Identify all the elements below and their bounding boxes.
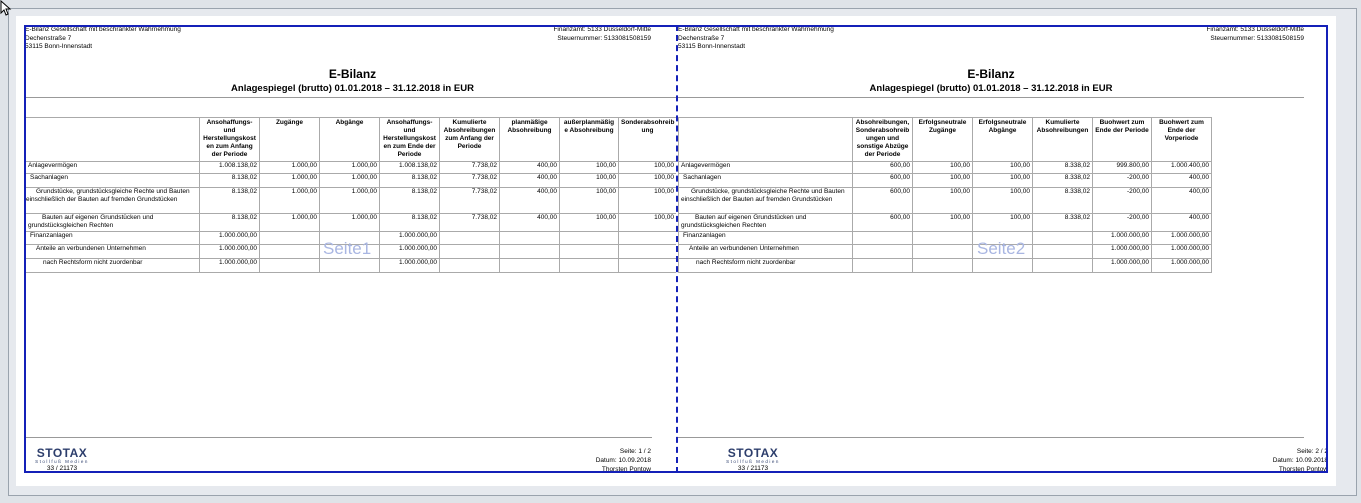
row-label: Grundstücke, grundstücksgleiche Rechte und Bauten einschließlich der Bauten auf fremden Grundstücken <box>26 188 200 214</box>
table-row <box>679 162 1212 174</box>
row-label: Sachanlagen <box>26 174 200 188</box>
column-header: planmäßige Absohreibung <box>500 118 560 162</box>
column-header: Ansohaffungs- und Herstellungskost en zum Ende der Periode <box>380 118 440 162</box>
asset-table-page-2 <box>678 117 1212 273</box>
table-cell <box>1033 232 1093 245</box>
table-row <box>679 214 1212 232</box>
table-cell: 400,00 <box>500 162 560 174</box>
table-cell: 8.338,02 <box>1033 174 1093 188</box>
company-street: Dechenstraße 7 <box>678 34 725 42</box>
table-row <box>679 245 1212 259</box>
tax-office: Finanzamt: 5133 Düsseldorf-Mitte <box>553 26 651 33</box>
table-cell: 1.000,00 <box>260 174 320 188</box>
table-cell <box>560 259 619 273</box>
row-label: Sachanlagen <box>679 174 853 188</box>
table-cell <box>853 232 913 245</box>
page-watermark: Seite2 <box>977 239 1026 258</box>
row-label: nach Rechtsform nicht zuordenbar <box>26 259 200 273</box>
company-address <box>678 26 834 52</box>
table-cell: 100,00 <box>973 174 1033 188</box>
table-cell <box>1033 259 1093 273</box>
table-row <box>26 162 677 174</box>
table-cell <box>500 245 560 259</box>
column-header: Buohwert zum Ende der Periode <box>1093 118 1152 162</box>
table-cell <box>973 259 1033 273</box>
logo-code: 33 / 21173 <box>737 465 769 472</box>
table-cell: 8.338,02 <box>1033 188 1093 214</box>
table-cell: 8.138,02 <box>200 174 260 188</box>
table-cell: 7.738,02 <box>440 214 500 232</box>
company-city: 53115 Bonn-Innenstadt <box>678 43 746 50</box>
company-city: 53115 Bonn-Innenstadt <box>25 43 93 50</box>
column-header <box>679 118 853 162</box>
table-cell: 1.000,00 <box>260 214 320 232</box>
table-cell <box>260 245 320 259</box>
table-cell: 1.000.000,00 <box>380 245 440 259</box>
table-cell <box>440 232 500 245</box>
tax-office: Finanzamt: 5133 Düsseldorf-Mitte <box>1206 26 1304 33</box>
page-1 <box>25 25 676 473</box>
table-cell: 100,00 <box>560 174 619 188</box>
table-cell: 1.000.000,00 <box>1093 245 1152 259</box>
table-cell: 1.000,00 <box>320 188 380 214</box>
table-cell: 100,00 <box>560 214 619 232</box>
tax-info <box>1206 26 1304 43</box>
column-header: Erfolgsneutrale Zugänge <box>913 118 973 162</box>
table-cell: 600,00 <box>853 174 913 188</box>
table-cell <box>913 232 973 245</box>
table-cell: 100,00 <box>913 214 973 232</box>
table-cell: 1.000,00 <box>320 162 380 174</box>
table-row <box>26 259 677 273</box>
logo-name: STOTAX <box>36 446 88 460</box>
column-header: Absohreibungen, Sonderabsohreib ungen und sonstige Abzüge der Periode <box>853 118 913 162</box>
table-cell <box>260 232 320 245</box>
table-cell <box>260 259 320 273</box>
table-cell: 8.138,02 <box>380 214 440 232</box>
table-cell: 1.000.000,00 <box>200 232 260 245</box>
company-name: E-Bilanz Gesellschaft mit beschränkter Wahrnehmung <box>678 26 834 33</box>
table-cell: 600,00 <box>853 214 913 232</box>
table-cell: 1.000.000,00 <box>380 259 440 273</box>
table-cell: 100,00 <box>560 162 619 174</box>
table-cell: 100,00 <box>913 188 973 214</box>
logo-code: 33 / 21173 <box>46 465 78 472</box>
logo-tagline: Stollfuß Medien <box>726 459 780 464</box>
table-cell <box>440 259 500 273</box>
row-label: nach Rechtsform nicht zuordenbar <box>679 259 853 273</box>
column-header: Kumulierte Absohreibungen <box>1033 118 1093 162</box>
stotax-logo <box>726 447 780 473</box>
table-cell: 100,00 <box>560 188 619 214</box>
footer-divider <box>678 437 1304 438</box>
table-cell <box>913 259 973 273</box>
row-label: Anlagevermögen <box>26 162 200 174</box>
row-label: Finanzanlagen <box>679 232 853 245</box>
tax-number: Steuernummer: 5133081508159 <box>557 34 651 42</box>
table-cell: 400,00 <box>1152 174 1212 188</box>
table-row <box>26 214 677 232</box>
table-cell: 1.000.000,00 <box>1093 259 1152 273</box>
column-header: Sonderabsohreib ung <box>619 118 677 162</box>
row-label: Finanzanlagen <box>26 232 200 245</box>
table-cell: 600,00 <box>853 188 913 214</box>
table-cell: 1.000.400,00 <box>1152 162 1212 174</box>
table-cell <box>500 259 560 273</box>
header-divider <box>25 97 676 98</box>
table-cell <box>560 232 619 245</box>
table-cell: -200,00 <box>1093 214 1152 232</box>
table-cell: 100,00 <box>913 162 973 174</box>
table-cell: 1.000.000,00 <box>1152 232 1212 245</box>
table-row <box>26 174 677 188</box>
print-date: Datum: 10.09.2018 <box>595 457 651 464</box>
table-cell: 1.008.138,02 <box>380 162 440 174</box>
table-row <box>26 188 677 214</box>
table-cell: 100,00 <box>913 174 973 188</box>
table-cell <box>619 232 677 245</box>
table-row <box>679 188 1212 214</box>
table-cell <box>320 259 380 273</box>
row-label: Anlagevermögen <box>679 162 853 174</box>
column-header: Zugänge <box>260 118 320 162</box>
table-cell: 8.138,02 <box>200 188 260 214</box>
table-cell: 1.000.000,00 <box>380 232 440 245</box>
author-name: Thorsten Pontow <box>1278 466 1328 473</box>
table-cell: 8.338,02 <box>1033 162 1093 174</box>
report-title: E-Bilanz <box>328 67 377 81</box>
table-cell: 400,00 <box>1152 188 1212 214</box>
table-cell: 100,00 <box>619 174 677 188</box>
row-label: Grundstücke, grundstücksgleiche Rechte und Bauten einschließlich der Bauten auf fremden Grundstücken <box>679 188 853 214</box>
table-cell <box>619 245 677 259</box>
logo-name: STOTAX <box>727 446 779 460</box>
table-cell: 400,00 <box>500 174 560 188</box>
table-header-row <box>679 118 1212 162</box>
table-cell: 8.138,02 <box>200 214 260 232</box>
table-cell <box>853 259 913 273</box>
table-row <box>679 232 1212 245</box>
author-name: Thorsten Pontow <box>601 466 651 473</box>
row-label: Bauten auf eigenen Grundstücken und grundstücksgleichen Rechten <box>26 214 200 232</box>
stotax-logo <box>35 447 89 473</box>
table-cell: 1.000,00 <box>260 188 320 214</box>
table-cell: -200,00 <box>1093 174 1152 188</box>
footer-divider <box>25 437 652 438</box>
table-cell: 100,00 <box>619 214 677 232</box>
table-row <box>679 259 1212 273</box>
tax-number: Steuernummer: 5133081508159 <box>1210 34 1304 42</box>
column-header <box>26 118 200 162</box>
table-cell <box>619 259 677 273</box>
table-cell: 7.738,02 <box>440 162 500 174</box>
footer-info <box>596 447 651 473</box>
column-header: Abgänge <box>320 118 380 162</box>
table-cell <box>500 232 560 245</box>
table-row <box>679 174 1212 188</box>
table-cell: 100,00 <box>619 162 677 174</box>
column-header: Ansohaffungs- und Herstellungskost en zum Anfang der Periode <box>200 118 260 162</box>
page-2 <box>678 25 1328 473</box>
table-cell: 400,00 <box>1152 214 1212 232</box>
table-cell: 999.800,00 <box>1093 162 1152 174</box>
company-name: E-Bilanz Gesellschaft mit beschränkter Wahrnehmung <box>25 26 181 33</box>
report-title: E-Bilanz <box>967 67 1015 81</box>
company-street: Dechenstraße 7 <box>25 34 72 42</box>
column-header: Erfolgsneutrale Abgänge <box>973 118 1033 162</box>
table-cell <box>853 245 913 259</box>
table-cell: 8.138,02 <box>380 174 440 188</box>
company-address <box>25 26 181 52</box>
table-cell: 100,00 <box>973 188 1033 214</box>
table-cell <box>560 245 619 259</box>
table-cell: -200,00 <box>1093 188 1152 214</box>
table-cell: 8.338,02 <box>1033 214 1093 232</box>
row-label: Anteile an verbundenen Unternehmen <box>26 245 200 259</box>
table-cell: 600,00 <box>853 162 913 174</box>
table-cell: 1.000.000,00 <box>1093 232 1152 245</box>
page-watermark: Seite1 <box>323 239 372 258</box>
table-cell: 7.738,02 <box>440 188 500 214</box>
footer-info <box>1273 447 1328 473</box>
table-cell: 1.000,00 <box>260 162 320 174</box>
logo-tagline: Stollfuß Medien <box>35 459 89 464</box>
row-label: Anteile an verbundenen Unternehmen <box>679 245 853 259</box>
page-number: Seite: 1 / 2 <box>619 448 651 455</box>
table-cell: 1.000,00 <box>320 174 380 188</box>
column-header: Kumulierte Absohreibungen zum Anfang der Periode <box>440 118 500 162</box>
report-subtitle: Anlagespiegel (brutto) 01.01.2018 – 31.12.2018 in EUR <box>231 83 474 94</box>
table-cell: 1.000,00 <box>320 214 380 232</box>
table-cell: 400,00 <box>500 214 560 232</box>
table-cell: 400,00 <box>500 188 560 214</box>
tax-info <box>553 26 651 43</box>
table-cell <box>913 245 973 259</box>
table-cell: 100,00 <box>619 188 677 214</box>
mouse-pointer-icon <box>0 0 14 16</box>
page-number: Seite: 2 / 2 <box>1296 448 1328 455</box>
table-header-row <box>26 118 677 162</box>
table-cell: 1.000.000,00 <box>1152 259 1212 273</box>
table-cell <box>1033 245 1093 259</box>
column-header: außerplanmäßig e Absohreibung <box>560 118 619 162</box>
table-cell: 100,00 <box>973 162 1033 174</box>
column-header: Buohwert zum Ende der Vorperiode <box>1152 118 1212 162</box>
table-cell: 1.000.000,00 <box>200 245 260 259</box>
table-cell: 100,00 <box>973 214 1033 232</box>
report-subtitle: Anlagespiegel (brutto) 01.01.2018 – 31.12.2018 in EUR <box>869 83 1113 94</box>
table-cell <box>440 245 500 259</box>
row-label: Bauten auf eigenen Grundstücken und grundstücksgleichen Rechten <box>679 214 853 232</box>
print-date: Datum: 10.09.2018 <box>1272 457 1328 464</box>
table-cell: 8.138,02 <box>380 188 440 214</box>
table-cell: 7.738,02 <box>440 174 500 188</box>
table-cell: 1.000.000,00 <box>200 259 260 273</box>
table-cell: 1.000.000,00 <box>1152 245 1212 259</box>
table-cell: 1.008.138,02 <box>200 162 260 174</box>
header-divider <box>678 97 1304 98</box>
